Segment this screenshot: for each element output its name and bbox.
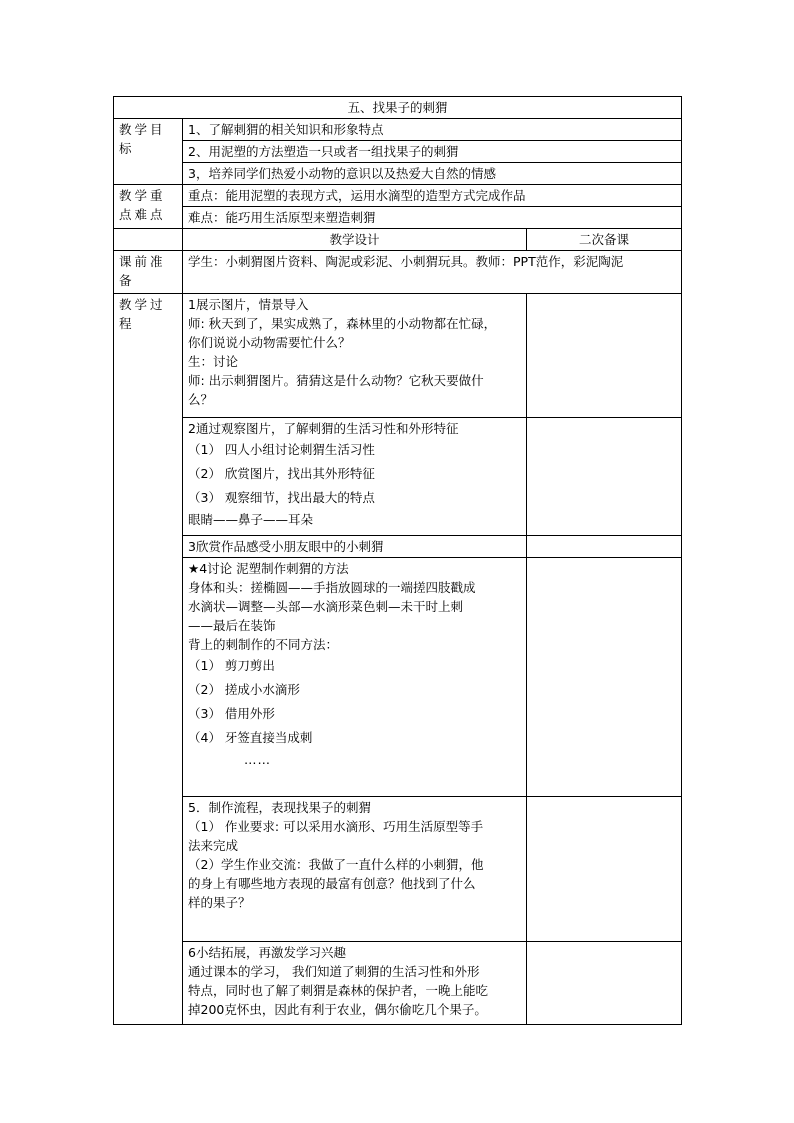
step2-item: （2） 欣赏图片，找出其外形特征: [188, 466, 375, 481]
process-step-4: [183, 558, 527, 797]
step5-line: 样的果子？: [188, 895, 251, 910]
step4-item: （1） 剪刀剪出: [188, 658, 275, 673]
process-label: 教学过程: [114, 294, 183, 1025]
step4-line: 身体和头：搓椭圆——手指放圆球的一端搓四肢戳成: [188, 580, 476, 595]
focus-text: 重点：能用泥塑的表现方式，运用水滴型的造型方式完成作品: [183, 185, 682, 207]
goal-item-3: 3，培养同学们热爱小动物的意识以及热爱大自然的情感: [183, 163, 682, 185]
step6-line: 通过课本的学习， 我们知道了刺猬的生活习性和外形: [188, 964, 480, 979]
header-design: 教学设计: [183, 229, 527, 251]
second-prep-cell: [527, 558, 682, 797]
step2-item: （1） 四人小组讨论刺猬生活习性: [188, 442, 375, 457]
key-points-label: 教学重点难点: [114, 185, 183, 229]
lesson-plan-table: [113, 96, 682, 1025]
goal-item-2: 2、用泥塑的方法塑造一只或者一组找果子的刺猬: [183, 141, 682, 163]
step5-line: （2）学生作业交流：我做了一直什么样的小刺猬，他: [188, 857, 484, 872]
prep-label: 课前准备: [114, 251, 183, 294]
step4-item: （4） 牙签直接当成刺: [188, 730, 313, 745]
step1-line: 师: 出示刺猬图片。猜猜这是什么动物？它秋天要做什: [188, 373, 484, 388]
process-step-5: [183, 797, 527, 942]
process-step-3: [183, 536, 527, 558]
step6-line: 掉200克怀虫，因此有利于农业，偶尔偷吃几个果子。: [188, 1002, 487, 1017]
step2-heading: 2通过观察图片，了解刺猬的生活习性和外形特征: [188, 421, 459, 436]
step4-heading: ★4讨论 泥塑制作刺猬的方法: [188, 561, 349, 576]
step5-heading: 5．制作流程，表现找果子的刺猬: [188, 800, 371, 815]
step5-line: （1） 作业要求: 可以采用水滴形、巧用生活原型等手: [188, 819, 484, 834]
difficulty-text: 难点：能巧用生活原型来塑造刺猬: [183, 207, 682, 229]
step6-heading: 6小结拓展，再激发学习兴趣: [188, 945, 346, 960]
step4-item: （3） 借用外形: [188, 706, 275, 721]
step5-line: 的身上有哪些地方表现的最富有创意？他找到了什么: [188, 876, 476, 891]
second-prep-cell: [527, 797, 682, 942]
goal-item-1: 1、了解刺猬的相关知识和形象特点: [183, 119, 682, 141]
step1-line: 你们说说小动物需要忙什么？: [188, 335, 351, 350]
lesson-title: 五、找果子的刺猬: [114, 97, 682, 119]
step6-line: 特点，同时也了解了刺猬是森林的保护者，一晚上能吃: [188, 983, 489, 998]
step2-item: （3） 观察细节，找出最大的特点: [188, 490, 375, 505]
step4-line: 水滴状—调整—头部—水滴形菜色刺—未干时上刺: [188, 599, 464, 614]
process-step-1: [183, 294, 527, 418]
step1-heading: 1展示图片，情景导入: [188, 297, 309, 312]
second-prep-cell: [527, 942, 682, 1025]
header-second-prep: 二次备课: [527, 229, 682, 251]
goals-label: 教学目标: [114, 119, 183, 185]
step4-line: 背上的刺制作的不同方法：: [188, 637, 339, 652]
second-prep-cell: [527, 536, 682, 558]
step1-line: 么？: [188, 392, 214, 407]
second-prep-cell: [527, 294, 682, 418]
second-prep-cell: [527, 418, 682, 536]
step4-ellipsis: ……: [244, 752, 271, 767]
step4-item: （2） 搓成小水滴形: [188, 682, 300, 697]
process-step-2: [183, 418, 527, 536]
step2-line: 眼睛——鼻子——耳朵: [188, 512, 314, 527]
prep-text: 学生：小刺猬图片资料、陶泥或彩泥、小刺猬玩具。教师：PPT范作，彩泥陶泥: [183, 251, 682, 294]
step5-line: 法来完成: [188, 838, 239, 853]
header-blank: [114, 229, 183, 251]
step4-line: ——最后在装饰: [188, 618, 276, 633]
process-step-6: [183, 942, 527, 1025]
step1-line: 生：讨论: [188, 354, 239, 369]
step1-line: 师: 秋天到了，果实成熟了，森林里的小动物都在忙碌，: [188, 316, 497, 331]
step3-heading: 3欣赏作品感受小朋友眼中的小刺猬: [188, 539, 384, 554]
